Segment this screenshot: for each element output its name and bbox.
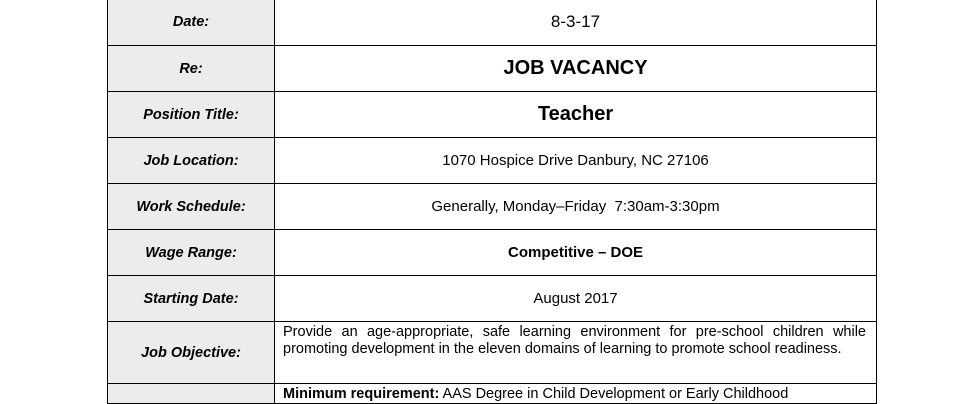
job-location-label: Job Location: [108, 138, 275, 184]
date-label: Date: [108, 0, 275, 46]
position-title-value: Teacher [275, 92, 877, 138]
minimum-requirement-label: Minimum requirement: [283, 386, 440, 402]
starting-date-label: Starting Date: [108, 276, 275, 322]
wage-range-value: Competitive – DOE [275, 230, 877, 276]
row-position-title [108, 92, 877, 138]
minimum-requirement-text [275, 384, 876, 403]
work-schedule-label: Work Schedule: [108, 184, 275, 230]
row-partial [108, 384, 877, 404]
partial-label-cell [108, 384, 275, 404]
partial-value-cell [275, 384, 877, 404]
row-job-location [108, 138, 877, 184]
date-value: 8-3-17 [275, 0, 877, 46]
starting-date-value: August 2017 [275, 276, 877, 322]
row-re [108, 46, 877, 92]
job-location-value: 1070 Hospice Drive Danbury, NC 27106 [275, 138, 877, 184]
work-schedule-value: Generally, Monday–Friday 7:30am-3:30pm [275, 184, 877, 230]
row-date [108, 0, 877, 46]
row-wage-range [108, 230, 877, 276]
row-starting-date [108, 276, 877, 322]
job-objective-label: Job Objective: [108, 322, 275, 384]
row-work-schedule [108, 184, 877, 230]
job-vacancy-table [107, 0, 877, 404]
wage-range-label: Wage Range: [108, 230, 275, 276]
row-job-objective [108, 322, 877, 384]
re-label: Re: [108, 46, 275, 92]
job-objective-value: Provide an age-appropriate, safe learning environment for pre-school children while promoting development in the eleven domains of learning to promote school readiness. [275, 322, 877, 384]
re-value: JOB VACANCY [275, 46, 877, 92]
position-title-label: Position Title: [108, 92, 275, 138]
minimum-requirement-value: AAS Degree in Child Development or Early Childhood [439, 386, 789, 402]
